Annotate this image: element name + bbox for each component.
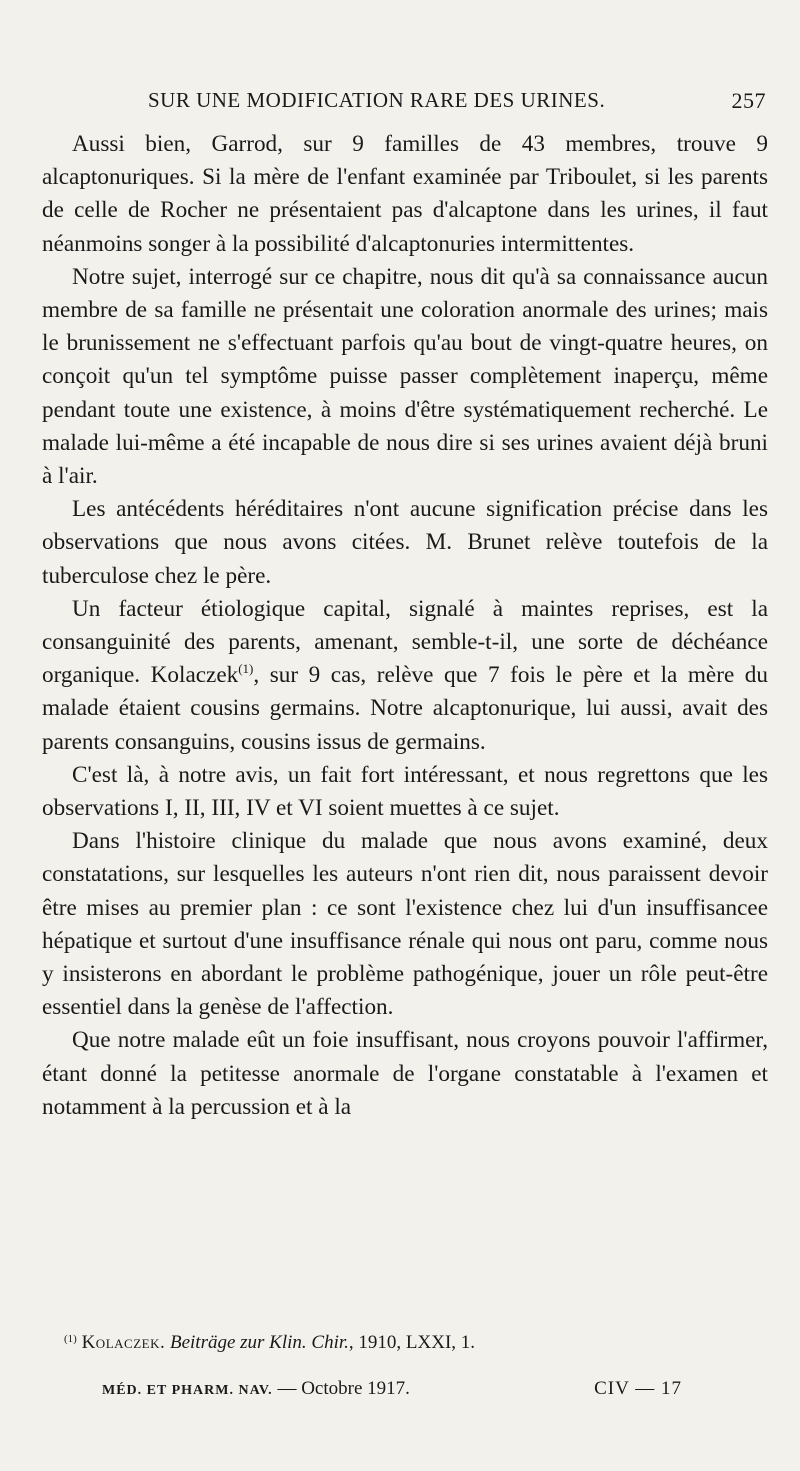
paragraph-5: C'est là, à notre avis, un fait fort intéressant, et nous regrettons que les observations I, II, III, IV et VI soient muettes à ce sujet. (42, 761, 768, 822)
footnote (64, 1330, 764, 1356)
footnote-reference[interactable]: (1) (238, 661, 254, 677)
signature-dash: — (272, 1378, 302, 1399)
paragraph-6: Dans l'histoire clinique du malade que nous avons examiné, deux constatations, sur lesquelles les auteurs n'ont rien dit, nous paraissent devoir être mises au premier plan : ce sont l'existence chez lui d'un insuffisancee hépatique et surtout d'une insuffisance rénale qui nous ont paru, comme nous y insisterons en abordant le problème pathogénique, jouer un rôle peut-être essentiel dans la genèse de l'affection. (42, 828, 768, 1021)
paragraph-4-text-before: Un facteur étiologique capital, signalé à maintes reprises, est la consanguinité des parents, amenant, semble-t-il, une sorte de déchéance organique. Kolaczek (42, 595, 768, 689)
paragraph-1: Aussi bien, Garrod, sur 9 familles de 43 membres, trouve 9 alcaptonuriques. Si la mère de l'enfant examinée par Triboulet, si les parents de celle de Rocher ne présentaient pas d'alcaptone dans les urines, il faut néanmoins songer à la possibilité d'alcaptonuries intermittentes. (42, 131, 768, 257)
footnote-details: , 1910, LXXI, 1. (348, 1332, 476, 1353)
sheet-signature: CIV — 17 (594, 1378, 682, 1399)
paragraph-3: Les antécédents héréditaires n'ont aucune signification précise dans les observations que nous avons citées. M. Brunet relève toutefois de la tuberculose chez le père. (42, 496, 768, 589)
journal-abbreviation: MÉD. ET PHARM. NAV. (102, 1383, 273, 1398)
paragraph-4-text-after: , sur 9 cas, relève que 7 fois le père et la mère du malade étaient cousins germains. Notre alcaptonurique, lui aussi, avait des parents consanguins, cousins issus de germains. (42, 662, 768, 755)
printer-signature (102, 1376, 682, 1404)
footnote-author: Kolaczek. (81, 1332, 166, 1353)
footnote-marker: (1) (64, 1333, 77, 1345)
paragraph-4 (42, 593, 768, 759)
body-text (42, 128, 768, 1124)
running-title: SUR UNE MODIFICATION RARE DES URINES. (148, 88, 606, 112)
paragraph-2: Notre sujet, interrogé sur ce chapitre, nous dit qu'à sa connaissance aucun membre de sa famille ne présentait une coloration anormale des urines; mais le brunissement ne s'effectuant parfois qu'au bout de vingt-quatre heures, on conçoit qu'un tel symptôme puisse passer complètement inaperçu, même pendant toute une existence, à moins d'être systématiquement recherché. Le malade lui-même a été incapable de nous dire si ses urines avaient déjà bruni à l'air. (42, 263, 768, 490)
issue-date: Octobre 1917. (301, 1378, 410, 1399)
footnote-work: Beiträge zur Klin. Chir. (169, 1332, 349, 1353)
page-number: 257 (731, 88, 766, 113)
paragraph-7: Que notre malade eût un foie insuffisant, nous croyons pouvoir l'affirmer, étant donné la petitesse anormale de l'organe constatable à l'examen et notamment à la percussion et à la (42, 1027, 768, 1120)
